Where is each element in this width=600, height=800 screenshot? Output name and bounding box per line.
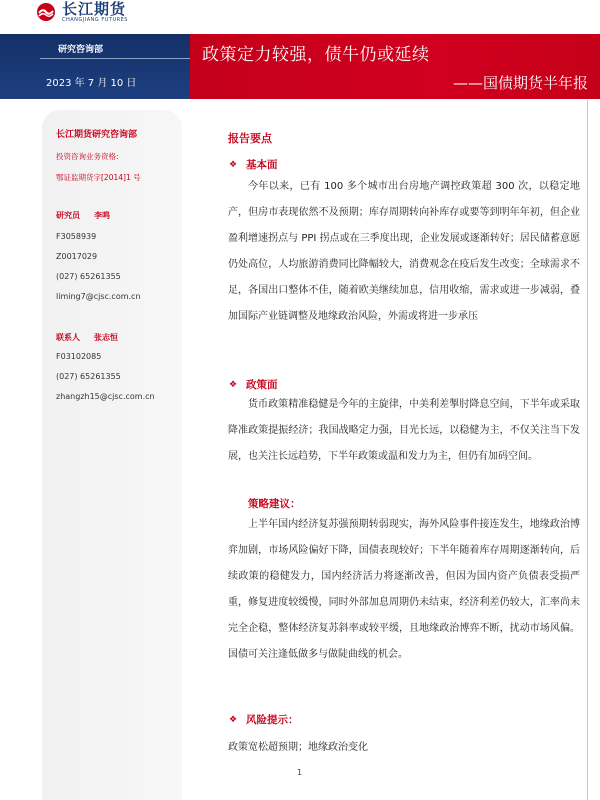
right-margin-line — [587, 100, 588, 800]
contact-name: 张志恒 — [94, 333, 118, 342]
banner-right-panel — [190, 34, 600, 99]
researcher-id-2: Z0017029 — [56, 252, 98, 261]
policy-heading — [228, 377, 278, 392]
banner-divider — [40, 58, 190, 59]
policy-title: 政策面 — [246, 379, 278, 391]
researcher-email[interactable]: liming7@cjsc.com.cn — [56, 292, 141, 301]
policy-paragraph: 货币政策精准稳健是今年的主旋律，中美利差掣肘降息空间，下半年或采取降准政策提振经济；我国战略定力强，目光长远，以稳健为主，不仅关注当下发展，也关注长远趋势，下半年政策或温和发力为主，但仍有加码空间。 — [228, 399, 580, 462]
header-banner — [0, 34, 600, 99]
contact-email[interactable]: zhangzh15@cjsc.com.cn — [56, 392, 155, 401]
license-number: 鄂证监期货字[2014]1 号 — [56, 173, 141, 182]
contact-id: F03102085 — [56, 352, 102, 361]
fundamentals-title: 基本面 — [246, 159, 278, 171]
report-subtitle: ——国债期货半年报 — [452, 74, 588, 92]
diamond-bullet-icon: ❖ — [228, 379, 238, 390]
researcher-id-1: F3058939 — [56, 232, 97, 241]
risk-title: 风险提示： — [246, 714, 299, 726]
risk-heading — [228, 712, 299, 727]
banner-left-panel — [0, 34, 190, 99]
sidebar-org-name: 长江期货研究咨询部 — [56, 130, 138, 140]
license-label: 投资咨询业务资格: — [56, 152, 119, 161]
report-title: 政策定力较强，债牛仍或延续 — [202, 45, 430, 65]
researcher-name: 李鸣 — [94, 211, 110, 220]
strategy-heading: 策略建议： — [248, 498, 301, 510]
report-date: 2023 年 7 月 10 日 — [46, 78, 137, 89]
logo-en-text: CHANGJIANG FUTURES — [62, 16, 128, 23]
researcher-line — [56, 210, 110, 221]
department-label: 研究咨询部 — [58, 45, 104, 55]
changjiang-logo-icon — [36, 2, 56, 22]
fundamentals-heading — [228, 157, 278, 172]
key-points-heading: 报告要点 — [228, 132, 272, 145]
diamond-bullet-icon: ❖ — [228, 159, 238, 170]
researcher-role: 研究员 — [56, 211, 80, 220]
contact-line — [56, 332, 118, 343]
logo-cn-text: 长江期货 — [62, 0, 127, 18]
fundamentals-paragraph: 今年以来，已有 100 多个城市出台房地产调控政策超 300 次，以稳定地产，但房市表现依然不及预期；库存周期转向补库存或要等到明年年初，但企业盈利增速拐点与 PPI 拐点或在三季度出现，企业发展或逐渐转好；居民储蓄意愿仍处高位，人均旅游消费同比降幅较大，消费观念在疫后发生改变；全球需求不足，各国出口整体不佳，随着欧美继续加息，信用收缩，需求或进一步减弱，叠加国际产业链调整及地缘政治风险，外需或将进一步承压 — [228, 181, 580, 322]
diamond-bullet-icon: ❖ — [228, 714, 238, 725]
company-logo — [36, 0, 128, 24]
page-number: 1 — [297, 768, 303, 777]
strategy-paragraph: 上半年国内经济复苏强预期转弱现实，海外风险事件接连发生，地缘政治博弈加剧，市场风险偏好下降，国债表现较好；下半年随着库存周期逐渐转向，后续政策的稳健发力，国内经济活力将逐渐改善，但因为国内资产负债表受损严重，修复进度较缓慢，同时外部加息周期仍未结束，经济利差仍较大，汇率尚未完全企稳，整体经济复苏斜率或较平缓，且地缘政治博弈不断，扰动市场风偏。国债可关注逢低做多与做陡曲线的机会。 — [228, 519, 580, 660]
risk-text: 政策宽松超预期；地缘政治变化 — [228, 742, 368, 753]
researcher-phone: (027) 65261355 — [56, 272, 121, 281]
contact-phone: (027) 65261355 — [56, 372, 121, 381]
sidebar-panel — [42, 110, 182, 800]
contact-role: 联系人 — [56, 333, 80, 342]
